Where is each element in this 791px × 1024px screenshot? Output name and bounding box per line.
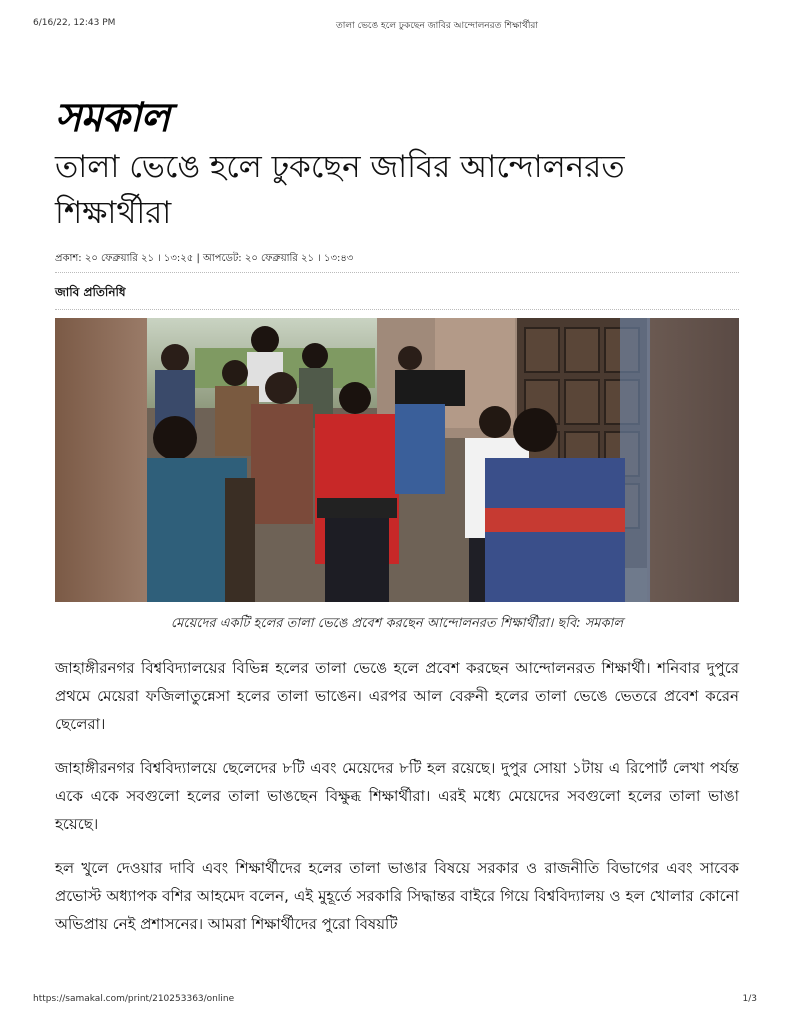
divider xyxy=(55,272,739,273)
author-byline: জাবি প্রতিনিধি xyxy=(55,285,126,299)
site-logo[interactable]: সমকাল xyxy=(55,94,170,141)
photo-caption: মেয়েদের একটি হলের তালা ভেঙে প্রবেশ করছেন আন্দোলনরত শিক্ষার্থীরা। ছবি: সমকাল xyxy=(170,616,624,631)
print-datetime: 6/16/22, 12:43 PM xyxy=(33,18,116,28)
article-photo xyxy=(55,318,739,602)
publish-meta: প্রকাশ: ২০ ফেব্রুয়ারি ২১ । ১৩:২৫ | আপডেট: ২০ ফেব্রুয়ারি ২১ । ১৩:৪৩ xyxy=(55,253,354,264)
print-url: https://samakal.com/print/210253363/online xyxy=(33,994,235,1004)
article-paragraph: জাহাঙ্গীরনগর বিশ্ববিদ্যালয়ের বিভিন্ন হলের তালা ভেঙে হলে প্রবেশ করছেন আন্দোলনরত শিক্ষার্থী। শনিবার দুপুরে প্রথমে মেয়েরা ফজিলাতুন্নেসা হলের তালা ভাঙেন। এরপর আল বেরুনী হলের তালা ভেঙে ভেতরে প্রবেশ করেন ছেলেরা। xyxy=(55,659,739,733)
article-paragraph: হল খুলে দেওয়ার দাবি এবং শিক্ষার্থীদের হলের তালা ভাঙার বিষয়ে সরকার ও রাজনীতি বিভাগের এবং সাবেক প্রভোস্ট অধ্যাপক বশির আহমেদ বলেন, এই মুহূর্তে সরকারি সিদ্ধান্তর বাইরে গিয়ে বিশ্ববিদ্যালয় ও হল খোলার কোনো অভিপ্রায় নেই প্রশাসনের। আমরা শিক্ষার্থীদের পুরো বিষয়টি xyxy=(55,859,739,933)
article-headline: তালা ভেঙে হলে ঢুকছেন জাবির আন্দোলনরত শিক্ষার্থীরা xyxy=(55,149,625,231)
print-page-title: তালা ভেঙে হলে ঢুকছেন জাবির আন্দোলনরত শিক্ষার্থীরা xyxy=(336,21,538,31)
article xyxy=(55,94,739,938)
article-paragraph: জাহাঙ্গীরনগর বিশ্ববিদ্যালয়ে ছেলেদের ৮টি এবং মেয়েদের ৮টি হল রয়েছে। দুপুর সোয়া ১টায় এ রিপোর্ট লেখা পর্যন্ত একে একে সবগুলো হলের তালা ভাঙছেন বিক্ষুব্ধ শিক্ষার্থীরা। এরই মধ্যে মেয়েদের সবগুলো হলের তালা ভাঙা হয়েছে। xyxy=(55,759,739,833)
protest-photo-illustration xyxy=(55,318,739,602)
print-page-number: 1/3 xyxy=(742,994,757,1004)
divider xyxy=(55,309,739,310)
